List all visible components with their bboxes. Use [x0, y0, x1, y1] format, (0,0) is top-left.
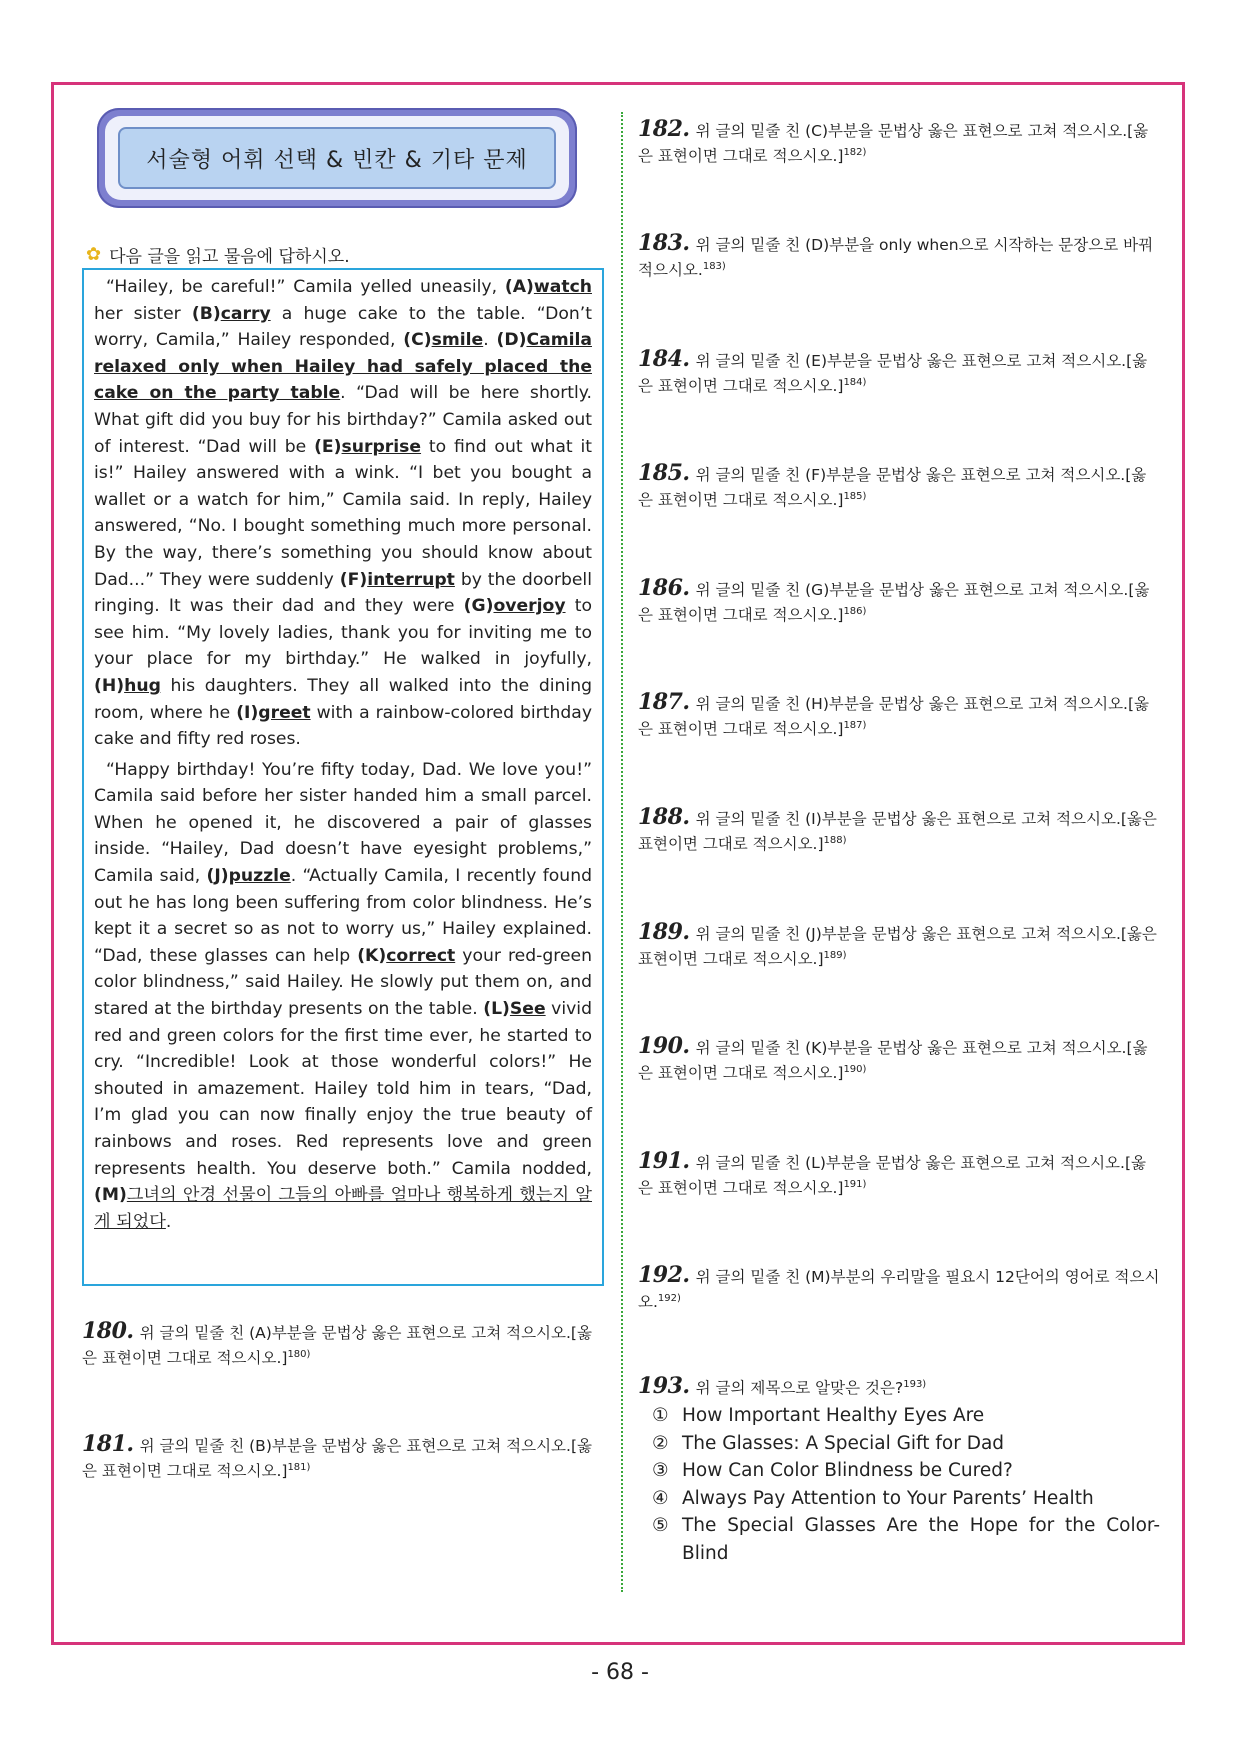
- question-number: 187.: [638, 689, 690, 715]
- blank-marker: (F): [339, 569, 368, 590]
- choice-text: Always Pay Attention to Your Parents’ Health: [682, 1487, 1094, 1509]
- flower-icon: ✿: [86, 244, 102, 265]
- blank-marker: (E): [314, 436, 342, 457]
- underlined-word: overjoy: [493, 596, 566, 617]
- choice-text: The Glasses: A Special Gift for Dad: [682, 1432, 1005, 1454]
- blank-marker: (B): [191, 303, 221, 324]
- question-191: [638, 1150, 1160, 1199]
- blank-marker: (A): [504, 277, 534, 297]
- passage-text: .: [483, 330, 497, 351]
- choice-text: The Special Glasses Are the Hope for the Color-Blind: [682, 1515, 1160, 1564]
- question-number: 188.: [638, 804, 690, 830]
- footnote-ref: 180): [287, 1349, 311, 1360]
- reading-passage: [82, 268, 604, 1286]
- footnote-ref: 192): [657, 1293, 681, 1304]
- choice-1[interactable]: [652, 1402, 1160, 1430]
- passage-text: vivid red and green colors for the first time ever, he started to cry. “Incredible! Look at those wonderful colors!” He shouted in amazement. Hailey told him in tears, “Dad, I’m glad you can now finally enjoy the true beauty of rainbows and roses. Red represents love and green represents health. You deserve both.” Camila nodded,: [94, 999, 592, 1179]
- passage-paragraph-1: [94, 274, 592, 753]
- passage-text: a huge cake to the table. “Don’t worry, Camila,” Hailey responded,: [94, 303, 593, 351]
- underlined-word: Camila relaxed only when Hailey had safely placed the cake on the party table: [94, 330, 592, 404]
- question-number: 192.: [638, 1262, 690, 1288]
- question-number: 186.: [638, 575, 690, 601]
- blank-marker: (C): [403, 330, 432, 351]
- question-number: 191.: [638, 1148, 690, 1174]
- underlined-word: See: [509, 999, 546, 1020]
- question-text: 위 글의 밑줄 친 (D)부분을 only when으로 시작하는 문장으로 바꿔 적으시오.: [638, 236, 1154, 280]
- footnote-ref: 183): [702, 261, 726, 272]
- instruction: [86, 242, 350, 267]
- passage-text: his daughters. They all walked into the dining room, where he: [94, 675, 592, 723]
- footnote-ref: 191): [843, 1179, 867, 1190]
- choice-4[interactable]: [652, 1485, 1160, 1513]
- instruction-text: 다음 글을 읽고 물음에 답하시오.: [109, 247, 350, 267]
- blank-marker: (J): [206, 866, 229, 887]
- section-banner: [97, 108, 577, 208]
- question-number: 180.: [82, 1318, 134, 1344]
- question-text: 위 글의 밑줄 친 (M)부분의 우리말을 필요시 12단어의 영어로 적으시오.: [638, 1268, 1160, 1312]
- choice-mark: ③: [652, 1460, 669, 1481]
- question-number: 185.: [638, 460, 690, 486]
- passage-text: to find out what it is!” Hailey answered with a wink. “I bet you bought a wallet or a watch for him,” Camila said. In reply, Hailey answered, “No. I bought something much more personal. By the way, there’s something you should know about Dad...” They were suddenly: [94, 436, 592, 590]
- question-189: [638, 921, 1160, 970]
- blank-marker: (I): [236, 702, 259, 723]
- passage-text: by the doorbell ringing. It was their dad and they were: [94, 569, 592, 617]
- passage-text: her sister: [94, 303, 192, 324]
- underlined-word: correct: [386, 945, 456, 966]
- choice-2[interactable]: [652, 1430, 1160, 1458]
- footnote-ref: 193): [903, 1379, 927, 1390]
- question-181: [82, 1433, 604, 1482]
- blank-marker: (L): [483, 999, 510, 1020]
- question-184: [638, 348, 1160, 397]
- underlined-word: carry: [220, 303, 271, 324]
- question-text: 위 글의 밑줄 친 (E)부분을 문법상 옳은 표현으로 고쳐 적으시오.[옳은 표현이면 그대로 적으시오.]: [638, 352, 1148, 396]
- question-number: 181.: [82, 1431, 134, 1457]
- question-number: 189.: [638, 919, 690, 945]
- passage-text: .: [165, 1211, 172, 1232]
- underlined-word: smile: [431, 330, 484, 351]
- choice-mark: ⑤: [652, 1515, 669, 1536]
- blank-marker: (M): [94, 1185, 127, 1206]
- question-182: [638, 118, 1160, 167]
- footnote-ref: 184): [843, 377, 867, 388]
- underlined-word: puzzle: [228, 866, 291, 887]
- question-187: [638, 691, 1160, 740]
- question-text: 위 글의 밑줄 친 (C)부분을 문법상 옳은 표현으로 고쳐 적으시오.[옳은 표현이면 그대로 적으시오.]: [638, 122, 1149, 166]
- footnote-ref: 190): [843, 1064, 867, 1075]
- footnote-ref: 185): [843, 491, 867, 502]
- passage-text: . “Dad will be here shortly. What gift did you buy for his birthday?” Camila asked out of interest. “Dad will be: [94, 383, 592, 457]
- blank-marker: (H): [94, 675, 125, 696]
- question-192: [638, 1264, 1160, 1313]
- blank-marker: (D): [496, 330, 527, 351]
- question-text: 위 글의 밑줄 친 (L)부분을 문법상 옳은 표현으로 고쳐 적으시오.[옳은 표현이면 그대로 적으시오.]: [638, 1154, 1146, 1198]
- question-text: 위 글의 밑줄 친 (K)부분을 문법상 옳은 표현으로 고쳐 적으시오.[옳은 표현이면 그대로 적으시오.]: [638, 1039, 1148, 1083]
- question-text: 위 글의 제목으로 알맞은 것은?: [695, 1379, 904, 1398]
- question-number: 183.: [638, 230, 690, 256]
- underlined-word: watch: [533, 277, 592, 297]
- footnote-ref: 186): [843, 606, 867, 617]
- question-text: 위 글의 밑줄 친 (F)부분을 문법상 옳은 표현으로 고쳐 적으시오.[옳은 표현이면 그대로 적으시오.]: [638, 466, 1147, 510]
- passage-paragraph-2: [94, 757, 592, 1236]
- passage-text: to see him. “My lovely ladies, thank you for inviting me to your place for my birthday.” He walked in joyfully,: [94, 596, 593, 670]
- blank-marker: (G): [463, 596, 494, 617]
- footnote-ref: 188): [823, 835, 847, 846]
- blank-marker: (K): [357, 945, 387, 966]
- footnote-ref: 182): [843, 147, 867, 158]
- question-number: 190.: [638, 1033, 690, 1059]
- question-text: 위 글의 밑줄 친 (A)부분을 문법상 옳은 표현으로 고쳐 적으시오.[옳은 표현이면 그대로 적으시오.]: [82, 1324, 592, 1368]
- choice-mark: ④: [652, 1487, 669, 1509]
- passage-text: “Hailey, be careful!” Camila yelled uneasily,: [106, 277, 505, 297]
- choice-mark: ①: [652, 1405, 669, 1426]
- question-193: [638, 1374, 1160, 1399]
- question-186: [638, 577, 1160, 626]
- question-number: 184.: [638, 346, 690, 372]
- choice-5[interactable]: [652, 1512, 1160, 1567]
- question-180: [82, 1320, 604, 1369]
- choice-text: How Can Color Blindness be Cured?: [682, 1460, 1013, 1481]
- question-text: 위 글의 밑줄 친 (B)부분을 문법상 옳은 표현으로 고쳐 적으시오.[옳은 표현이면 그대로 적으시오.]: [82, 1437, 592, 1481]
- answer-choices: [652, 1402, 1160, 1567]
- page-number: - 68 -: [591, 1660, 649, 1685]
- question-183: [638, 232, 1160, 281]
- question-number: 182.: [638, 116, 690, 142]
- choice-3[interactable]: [652, 1457, 1160, 1485]
- passage-text: your red-green color blindness,” said Hailey. He slowly put them on, and stared at the birthday presents on the table.: [94, 945, 592, 1020]
- choice-mark: ②: [652, 1432, 669, 1454]
- footnote-ref: 189): [823, 950, 847, 961]
- choice-text: How Important Healthy Eyes Are: [682, 1405, 985, 1426]
- question-text: 위 글의 밑줄 친 (I)부분을 문법상 옳은 표현으로 고쳐 적으시오.[옳은 표현이면 그대로 적으시오.]: [638, 810, 1157, 854]
- section-title: 서술형 어휘 선택 & 빈칸 & 기타 문제: [118, 127, 556, 189]
- passage-text: . “Actually Camila, I recently found out he has long been suffering from color blindness. He’s kept it a secret so as not to worry us,” Hailey explained. “Dad, these glasses can help: [94, 866, 592, 966]
- passage-text: “Happy birthday! You’re fifty today, Dad. We love you!” Camila said before her sister handed him a small parcel. When he opened it, he discovered a pair of glasses inside. “Hailey, Dad doesn’t have eyesight problems,” Camila said,: [94, 759, 592, 887]
- question-185: [638, 462, 1160, 511]
- question-text: 위 글의 밑줄 친 (J)부분을 문법상 옳은 표현으로 고쳐 적으시오.[옳은 표현이면 그대로 적으시오.]: [638, 925, 1157, 969]
- underlined-word: surprise: [341, 436, 422, 457]
- passage-text: with a rainbow-colored birthday cake and fifty red roses.: [94, 702, 592, 750]
- question-text: 위 글의 밑줄 친 (H)부분을 문법상 옳은 표현으로 고쳐 적으시오.[옳은 표현이면 그대로 적으시오.]: [638, 695, 1149, 739]
- underlined-word: interrupt: [367, 569, 455, 590]
- question-188: [638, 806, 1160, 855]
- column-divider: [621, 112, 623, 1592]
- underlined-korean: 그녀의 안경 선물이 그들의 아빠를 얼마나 행복하게 했는지 알게 되었다: [94, 1185, 592, 1232]
- question-number: 193.: [638, 1373, 690, 1400]
- footnote-ref: 181): [287, 1462, 311, 1473]
- underlined-word: greet: [258, 702, 311, 723]
- question-text: 위 글의 밑줄 친 (G)부분을 문법상 옳은 표현으로 고쳐 적으시오.[옳은 표현이면 그대로 적으시오.]: [638, 581, 1150, 625]
- question-190: [638, 1035, 1160, 1084]
- footnote-ref: 187): [843, 720, 867, 731]
- underlined-word: hug: [124, 675, 161, 696]
